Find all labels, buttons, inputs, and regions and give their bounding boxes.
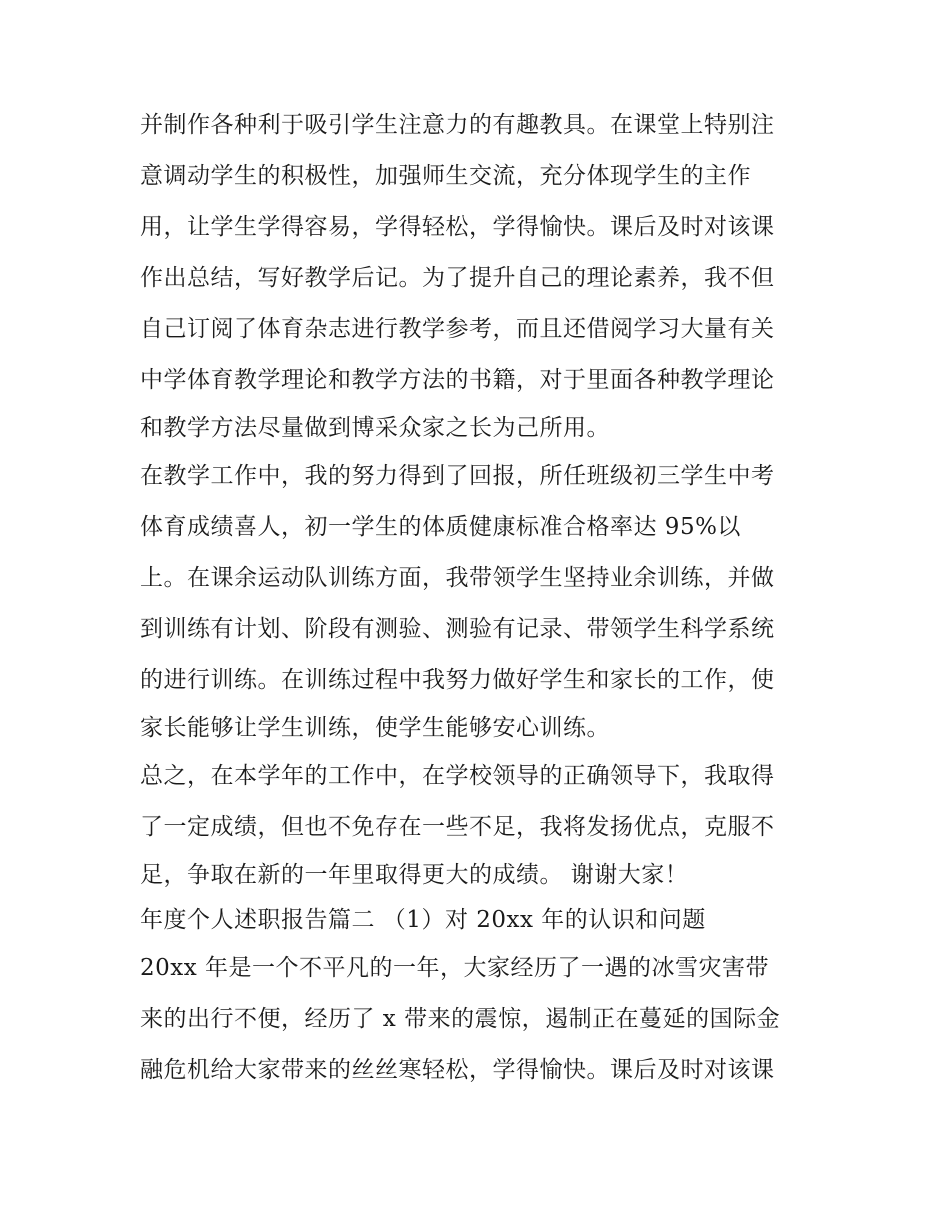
text-line: 融危机给大家带来的丝丝寒轻松，学得愉快。课后及时对该课 (140, 1057, 775, 1083)
text-line: 在教学工作中，我的努力得到了回报，所任班级初三学生中考 (140, 463, 775, 489)
text-line: 作出总结，写好教学后记。为了提升自己的理论素养，我不但 (140, 265, 775, 291)
text-line: 和教学方法尽量做到博采众家之长为己所用。 (140, 415, 610, 441)
text-line: 中学体育教学理论和教学方法的书籍，对于里面各种教学理论 (140, 367, 775, 393)
text-line: 的进行训练。在训练过程中我努力做好学生和家长的工作，使 (140, 667, 775, 693)
text-line: 了一定成绩，但也不免存在一些不足，我将发扬优点，克服不 (140, 814, 775, 840)
text-line: 到训练有计划、阶段有测验、测验有记录、带领学生科学系统 (140, 616, 775, 642)
text-line: 足，争取在新的一年里取得更大的成绩。 谢谢大家！ (140, 862, 689, 888)
document-body (140, 100, 820, 1096)
section-heading: 年度个人述职报告篇二 （1）对 20xx 年的认识和问题 (140, 907, 706, 933)
text-line: 来的出行不便，经历了 x 带来的震惊，遏制正在蔓延的国际金 (140, 1006, 781, 1032)
text-line: 家长能够让学生训练，使学生能够安心训练。 (140, 715, 610, 741)
text-line: 上。在课余运动队训练方面，我带领学生坚持业余训练，并做 (140, 565, 775, 591)
text-line: 用，让学生学得容易，学得轻松，学得愉快。课后及时对该课 (140, 214, 775, 240)
text-line: 体育成绩喜人，初一学生的体质健康标准合格率达 95%以 (140, 514, 741, 540)
text-line: 总之，在本学年的工作中，在学校领导的正确领导下，我取得 (140, 763, 775, 789)
text-line: 20xx 年是一个不平凡的一年，大家经历了一遇的冰雪灾害带 (140, 955, 770, 981)
text-line: 并制作各种利于吸引学生注意力的有趣教具。在课堂上特别注 (140, 112, 775, 138)
text-line: 意调动学生的积极性，加强师生交流，充分体现学生的主作 (140, 163, 751, 189)
text-line: 自己订阅了体育杂志进行教学参考，而且还借阅学习大量有关 (140, 316, 775, 342)
